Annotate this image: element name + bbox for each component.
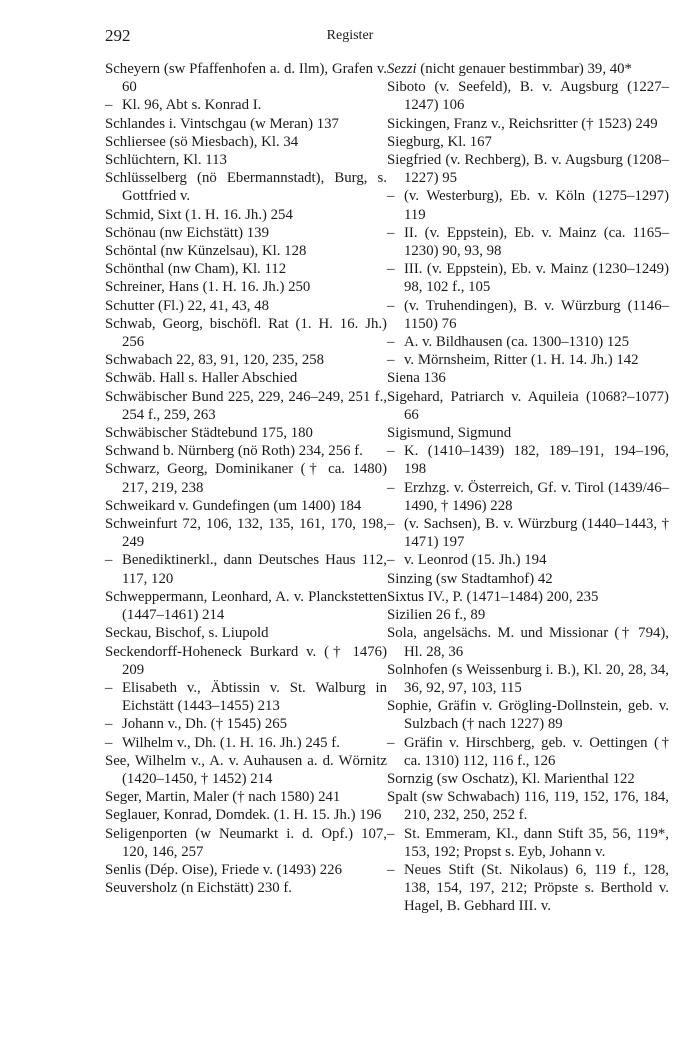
entry-text: Schwab, Georg, bischöfl. Rat (1. H. 16. Jh.) 256	[105, 315, 387, 351]
entry-text: (nicht genauer bestimmbar) 39, 40*	[416, 61, 632, 77]
subentry-dash: –	[105, 552, 113, 569]
subentry-dash: –	[387, 861, 395, 878]
entry-text: v. Leonrod (15. Jh.) 194	[404, 552, 547, 569]
entry-text: Sinzing (sw Stadtamhof) 42	[387, 570, 553, 587]
index-entry	[105, 260, 387, 278]
index-entry	[105, 424, 387, 442]
entry-text: Schutter (Fl.) 22, 41, 43, 48	[105, 297, 269, 314]
entry-text: Johann v., Dh. († 1545) 265	[122, 716, 288, 733]
entry-text: Sigismund, Sigmund	[387, 425, 512, 442]
index-entry	[105, 788, 387, 806]
index-entry	[105, 388, 387, 424]
index-subentry	[387, 351, 669, 369]
index-entry	[387, 788, 669, 824]
entry-text: Scheyern (sw Pfaffenhofen a. d. Ilm), Grafen v. 60	[105, 61, 387, 96]
subentry-dash: –	[387, 825, 395, 842]
index-entry	[387, 588, 669, 606]
entry-text: Senlis (Dép. Oise), Friede v. (1493) 226	[105, 861, 342, 878]
index-entry	[105, 588, 387, 624]
page-number: 292	[105, 26, 131, 45]
entry-text: Siboto (v. Seefeld), B. v. Augsburg (1227–1247) 106	[387, 79, 669, 114]
entry-italic-term: Sezzi	[387, 61, 417, 77]
entry-text: Siegburg, Kl. 167	[387, 133, 492, 150]
entry-text: Siena 136	[387, 370, 446, 387]
entry-text: Neues Stift (St. Nikolaus) 6, 119 f., 128, 138, 154, 197, 212; Pröpste s. Berthold v. Hagel, B. Gebhard III. v.	[404, 861, 669, 915]
entry-text: Schöntal (nw Künzelsau), Kl. 128	[105, 243, 307, 260]
index-subentry	[387, 333, 669, 351]
entry-text: Benediktinerkl., dann Deutsches Haus 112, 117, 120	[122, 552, 387, 587]
index-subentry	[387, 515, 669, 551]
entry-text: Schlüchtern, Kl. 113	[105, 152, 227, 169]
index-subentry	[387, 442, 669, 478]
index-entry	[387, 388, 669, 424]
subentry-dash: –	[387, 261, 395, 278]
index-entry	[105, 151, 387, 169]
index-subentry	[105, 96, 387, 114]
entry-text: Schreiner, Hans (1. H. 16. Jh.) 250	[105, 279, 311, 296]
index-entry	[387, 60, 669, 78]
index-subentry	[105, 734, 387, 752]
index-subentry	[387, 297, 669, 333]
entry-text: Schmid, Sixt (1. H. 16. Jh.) 254	[105, 206, 293, 223]
entry-text: Schwand b. Nürnberg (nö Roth) 234, 256 f.	[105, 443, 363, 460]
entry-text: Seligenporten (w Neumarkt i. d. Opf.) 107, 120, 146, 257	[105, 825, 387, 860]
entry-text: Seger, Martin, Maler († nach 1580) 241	[105, 789, 341, 806]
index-column-right	[387, 60, 669, 916]
entry-text: Schönthal (nw Cham), Kl. 112	[105, 261, 287, 278]
entry-text: Sola, angelsächs. M. und Missionar († 794), Hl. 28, 36	[387, 625, 669, 660]
entry-text: Seglauer, Konrad, Domdek. (1. H. 15. Jh.) 196	[105, 807, 382, 824]
index-entry	[387, 133, 669, 151]
entry-text: Seuversholz (n Eichstätt) 230 f.	[105, 880, 292, 897]
entry-text: Schwäbischer Bund 225, 229, 246–249, 251 f., 254 f., 259, 263	[105, 388, 387, 423]
index-subentry	[105, 551, 387, 587]
index-entry	[105, 278, 387, 296]
index-entry	[387, 697, 669, 733]
entry-text: Schliersee (sö Miesbach), Kl. 34	[105, 133, 299, 150]
entry-text: Kl. 96, Abt s. Konrad I.	[122, 97, 262, 114]
index-entry	[105, 115, 387, 133]
index-entry	[105, 624, 387, 642]
index-entry	[387, 661, 669, 697]
entry-text: Elisabeth v., Äbtissin v. St. Walburg in Eichstätt (1443–1455) 213	[122, 679, 387, 715]
entry-text: Sizilien 26 f., 89	[387, 607, 486, 624]
entry-text: Schweikard v. Gundefingen (um 1400) 184	[105, 497, 362, 514]
subentry-dash: –	[387, 443, 395, 460]
index-subentry	[387, 734, 669, 770]
entry-text: III. (v. Eppstein), Eb. v. Mainz (1230–1249) 98, 102 f., 105	[404, 261, 669, 296]
index-entry	[105, 497, 387, 515]
entry-text: (v. Sachsen), B. v. Würzburg (1440–1443, † 1471) 197	[404, 516, 669, 551]
index-entry	[105, 169, 387, 205]
index-entry	[387, 424, 669, 442]
entry-text: v. Mörnsheim, Ritter (1. H. 14. Jh.) 142	[404, 352, 639, 369]
entry-text: Spalt (sw Schwabach) 116, 119, 152, 176, 184, 210, 232, 250, 252 f.	[387, 789, 669, 824]
index-entry	[105, 206, 387, 224]
index-entry	[387, 770, 669, 788]
index-subentry	[105, 679, 387, 715]
entry-text: Sigehard, Patriarch v. Aquileia (1068?–1077) 66	[387, 388, 669, 423]
index-subentry	[387, 479, 669, 515]
subentry-dash: –	[387, 334, 395, 351]
entry-text: See, Wilhelm v., A. v. Auhausen a. d. Wörnitz (1420–1450, † 1452) 214	[105, 752, 387, 787]
entry-text: Schwäb. Hall s. Haller Abschied	[105, 370, 298, 387]
index-entry	[105, 806, 387, 824]
entry-text: Wilhelm v., Dh. (1. H. 16. Jh.) 245 f.	[122, 734, 340, 751]
entry-text: Schlüsselberg (nö Ebermannstadt), Burg, s. Gottfried v.	[105, 170, 387, 205]
index-entry	[387, 624, 669, 660]
entry-text: Siegfried (v. Rechberg), B. v. Augsburg (1208–1227) 95	[387, 152, 669, 187]
entry-text: Sickingen, Franz v., Reichsritter († 1523) 249	[387, 115, 658, 132]
index-entry	[105, 60, 387, 96]
index-entry	[105, 861, 387, 879]
index-column-left	[105, 60, 387, 897]
entry-text: Gräfin v. Hirschberg, geb. v. Oettingen († ca. 1310) 112, 116 f., 126	[404, 734, 669, 769]
index-entry	[105, 825, 387, 861]
entry-text: Schlandes i. Vintschgau (w Meran) 137	[105, 115, 339, 132]
entry-text: K. (1410–1439) 182, 189–191, 194–196, 198	[404, 443, 669, 478]
subentry-dash: –	[387, 224, 395, 241]
index-subentry	[105, 715, 387, 733]
subentry-dash: –	[387, 352, 395, 369]
index-subentry	[387, 825, 669, 861]
index-subentry	[387, 551, 669, 569]
index-entry	[387, 115, 669, 133]
index-entry	[105, 224, 387, 242]
entry-text: Erzhzg. v. Österreich, Gf. v. Tirol (1439/46–1490, † 1496) 228	[404, 479, 669, 514]
entry-text: Schwarz, Georg, Dominikaner († ca. 1480) 217, 219, 238	[105, 461, 387, 496]
subentry-dash: –	[387, 734, 395, 751]
subentry-dash: –	[387, 552, 395, 569]
entry-text: St. Emmeram, Kl., dann Stift 35, 56, 119*, 153, 192; Propst s. Eyb, Johann v.	[404, 825, 669, 860]
entry-text: II. (v. Eppstein), Eb. v. Mainz (ca. 1165–1230) 90, 93, 98	[404, 224, 669, 260]
index-entry	[105, 297, 387, 315]
subentry-dash: –	[105, 716, 113, 733]
subentry-dash: –	[387, 297, 395, 314]
subentry-dash: –	[105, 679, 113, 696]
index-entry	[105, 351, 387, 369]
entry-text: Seckendorff-Hoheneck Burkard v. († 1476) 209	[105, 643, 387, 678]
index-entry	[105, 315, 387, 351]
entry-text: Seckau, Bischof, s. Liupold	[105, 625, 269, 642]
index-entry	[105, 752, 387, 788]
entry-text: Solnhofen (s Weissenburg i. B.), Kl. 20, 28, 34, 36, 92, 97, 103, 115	[387, 661, 669, 696]
index-entry	[387, 151, 669, 187]
subentry-dash: –	[387, 188, 395, 205]
index-subentry	[387, 260, 669, 296]
index-subentry	[387, 224, 669, 260]
index-entry	[387, 369, 669, 387]
page-header	[0, 0, 700, 60]
index-entry	[387, 606, 669, 624]
index-entry	[105, 133, 387, 151]
index-subentry	[387, 187, 669, 223]
entry-text: Schwäbischer Städtebund 175, 180	[105, 425, 313, 442]
entry-text: (v. Truhendingen), B. v. Würzburg (1146–1150) 76	[404, 297, 669, 332]
index-entry	[105, 442, 387, 460]
index-entry	[105, 242, 387, 260]
subentry-dash: –	[105, 97, 113, 114]
entry-text: Sophie, Gräfin v. Grögling-Dollnstein, geb. v. Sulzbach († nach 1227) 89	[387, 698, 669, 733]
entry-text: Schweppermann, Leonhard, A. v. Planckstetten (1447–1461) 214	[105, 588, 387, 624]
entry-text: Schweinfurt 72, 106, 132, 135, 161, 170, 198, 249	[105, 516, 387, 551]
index-subentry	[387, 861, 669, 916]
subentry-dash: –	[387, 516, 395, 533]
index-entry	[105, 643, 387, 679]
subentry-dash: –	[105, 734, 113, 751]
index-entry	[105, 879, 387, 897]
subentry-dash: –	[387, 479, 395, 496]
entry-text: Sornzig (sw Oschatz), Kl. Marienthal 122	[387, 770, 635, 787]
index-entry	[105, 515, 387, 551]
index-entry	[387, 570, 669, 588]
index-entry	[105, 460, 387, 496]
index-entry	[105, 369, 387, 387]
entry-text: Sixtus IV., P. (1471–1484) 200, 235	[387, 588, 599, 605]
index-entry	[387, 78, 669, 114]
entry-text: (v. Westerburg), Eb. v. Köln (1275–1297) 119	[404, 188, 669, 223]
entry-text: A. v. Bildhausen (ca. 1300–1310) 125	[404, 334, 630, 351]
entry-text: Schwabach 22, 83, 91, 120, 235, 258	[105, 352, 325, 369]
running-head: Register	[326, 28, 374, 43]
entry-text: Schönau (nw Eichstätt) 139	[105, 224, 269, 241]
